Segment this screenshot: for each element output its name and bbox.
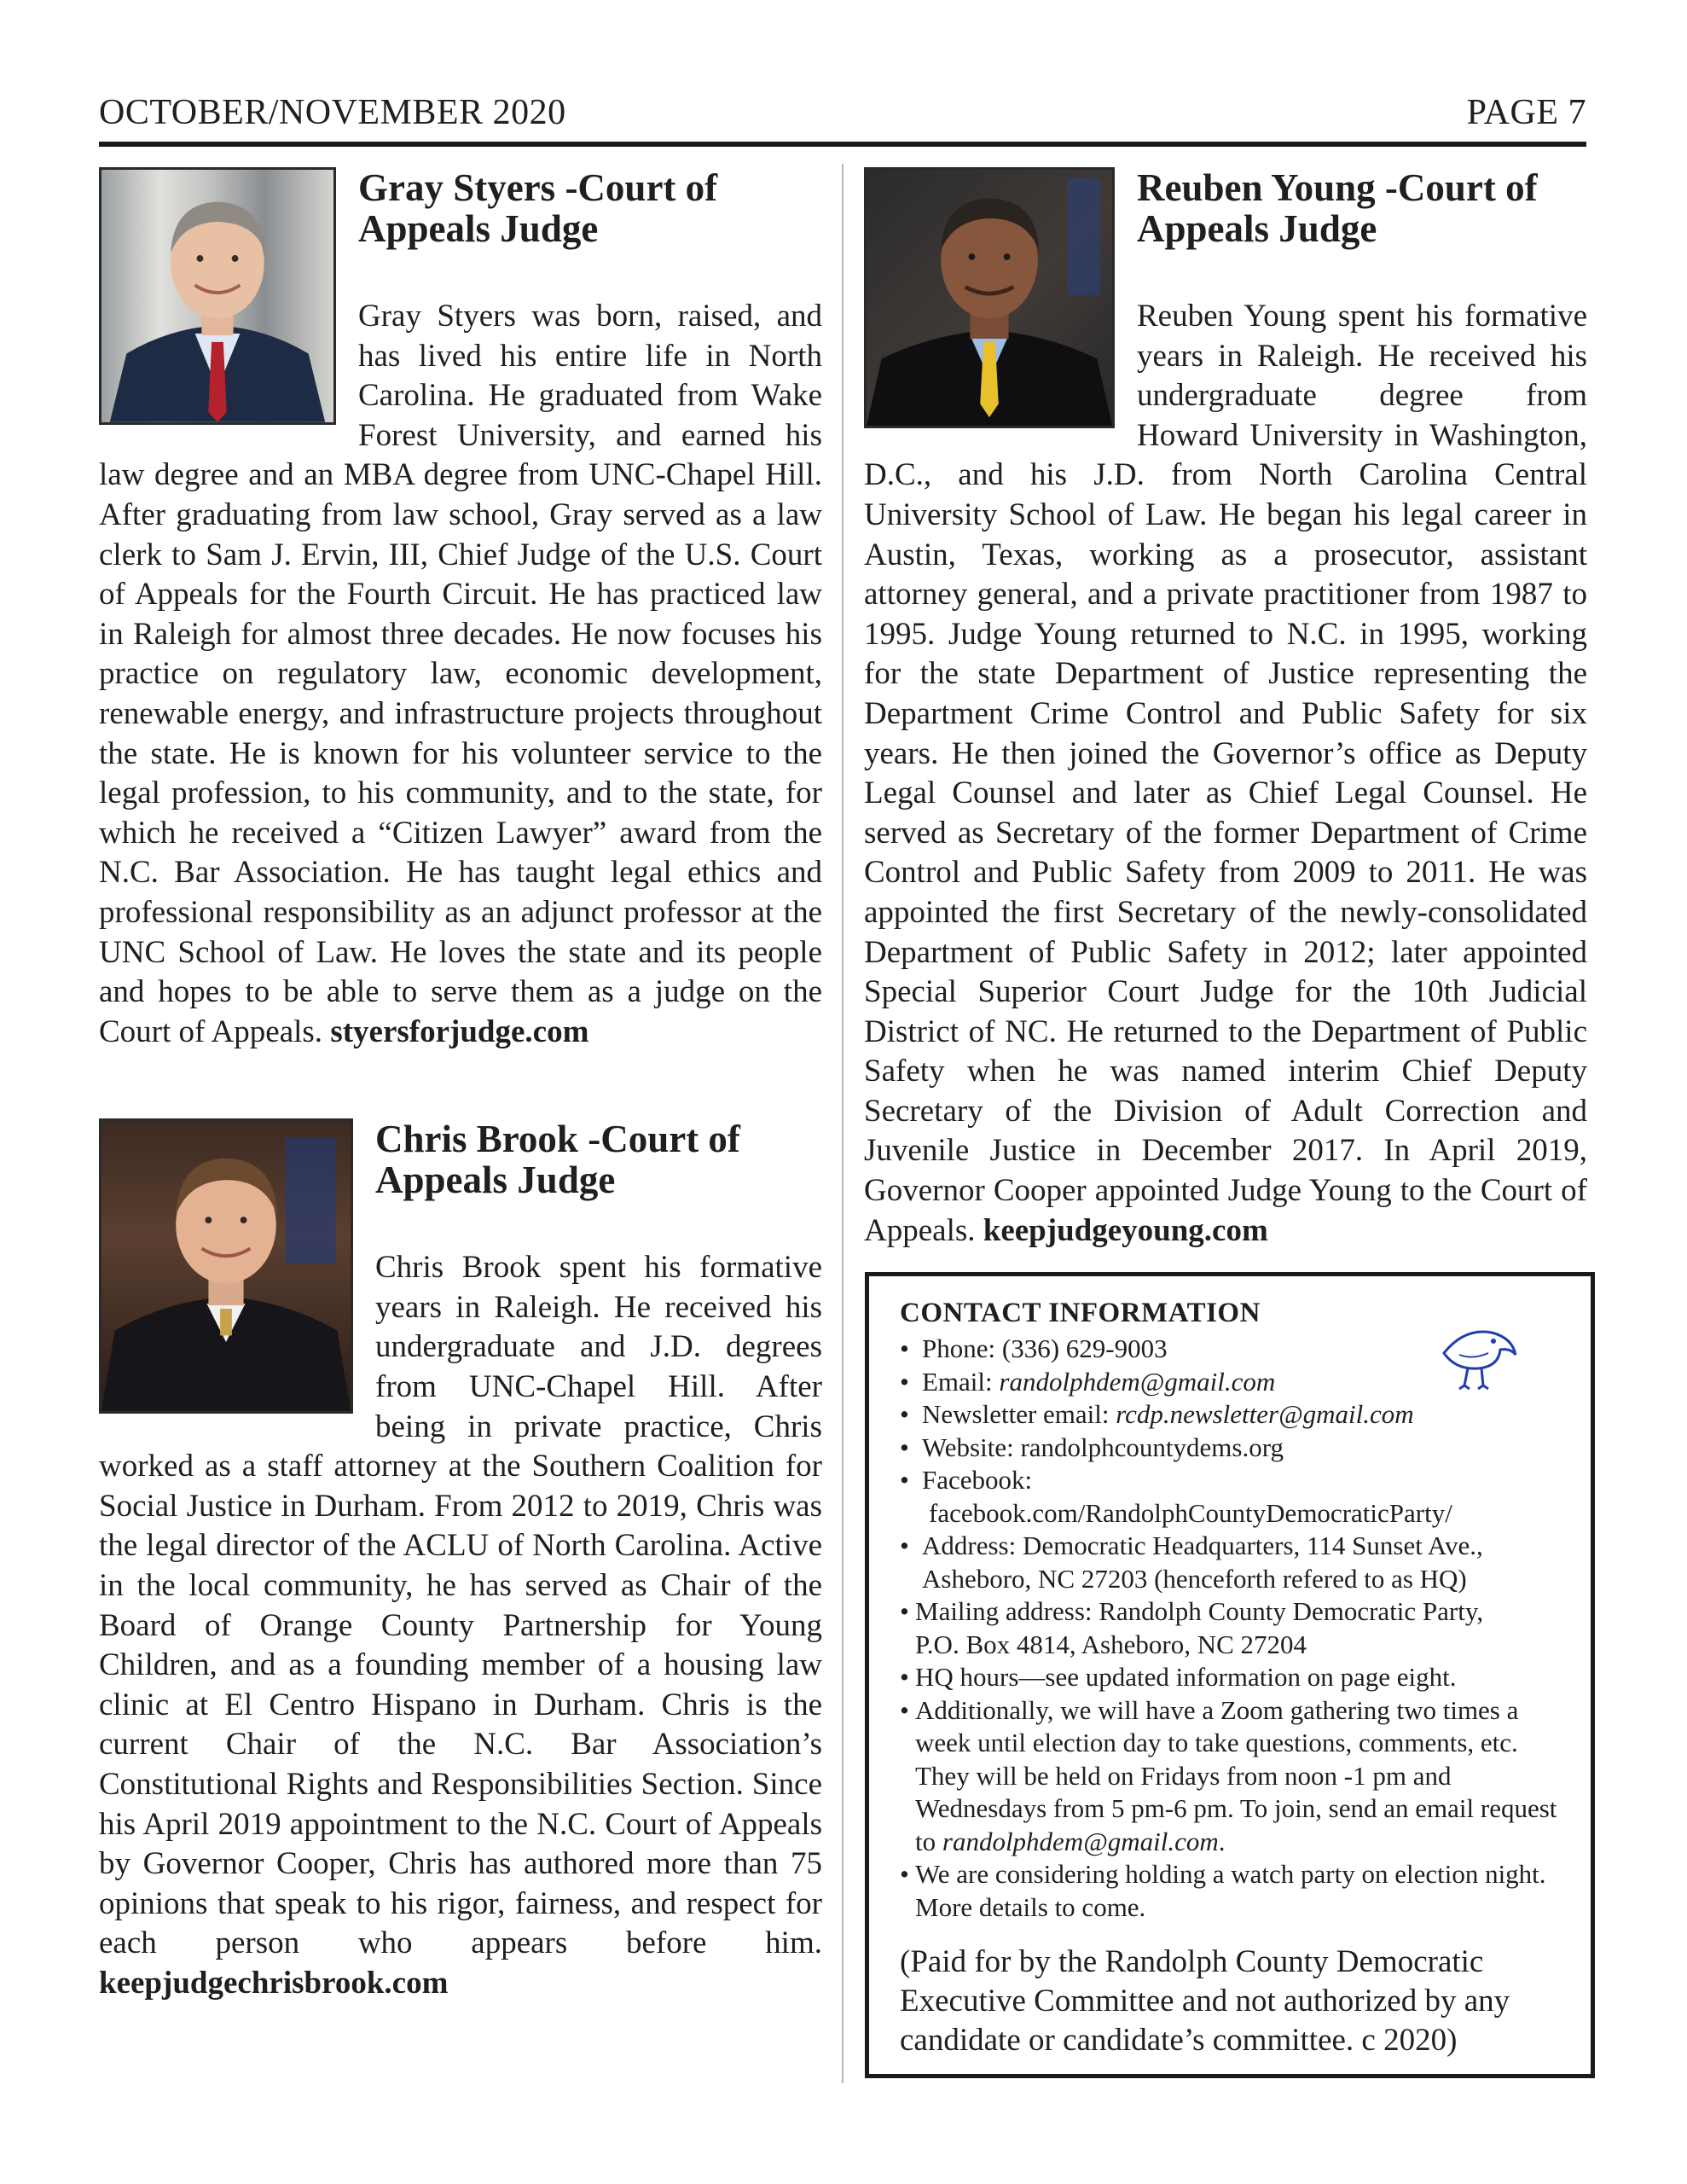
contact-email — [900, 1366, 1562, 1399]
bio-text: Chris Brook spent his formative years in Raleigh. He received his undergraduate and J.D. degrees from UNC-Chapel Hill. After being in private practice, Chris worked as a staff attorney at the Southern Coalition for Social Justice in Durham. From 2012 to 2019, Chris was the legal director of the ACLU of North Carolina. Active in the local community, he has served as Chair of the Board of Orange County Partnership for Young Children, and as a founding member of a housing law clinic at El Centro Hispano in Durham. Chris is the current Chair of the N.C. Bar Association’s Constitutional Rights and Responsibilities Section. Since his April 2019 appointment to the N.C. Court of Appeals by Governor Cooper, Chris has authored more than 75 opinions that speak to his rigor, fairness, and respect for each person who appears before him. — [99, 1250, 822, 1961]
bio-text: Gray Styers was born, raised, and has lived his entire life in North Carolina. He graduated from Wake Forest University, and earned his law degree and an MBA degree from UNC-Chapel Hill. After graduating from law school, Gray served as a law clerk to Sam J. Ervin, III, Chief Judge of the U.S. Court of Appeals for the Fourth Circuit. He has practiced law in Raleigh for almost three decades. He now focuses his practice on regulatory law, economic development, renewable energy, and infrastructure projects throughout the state. He is known for his volunteer service to the legal profession, to his community, and to the state, for which he received a “Citizen Lawyer” award from the N.C. Bar Association. He has taught legal ethics and professional responsibility as an adjunct professor at the UNC School of Law. He loves the state and its people and hopes to be able to serve them as a judge on the Court of Appeals. — [99, 299, 822, 1049]
contact-website — [900, 1432, 1562, 1465]
address-line1: Democratic Headquarters, 114 Sunset Ave., — [1022, 1531, 1483, 1560]
portrait-illustration — [101, 170, 333, 422]
left-column — [99, 167, 822, 2004]
contact-information-box — [865, 1272, 1595, 2078]
contact-heading: CONTACT INFORMATION — [900, 1298, 1261, 1328]
contact-list — [900, 1333, 1562, 1924]
contact-watch-party: • We are considering holding a watch party on election night. More details to come. — [900, 1858, 1562, 1924]
label: Phone: — [922, 1333, 1002, 1363]
campaign-url[interactable]: keepjudgechrisbrook.com — [99, 1965, 449, 2001]
contact-facebook — [900, 1464, 1562, 1530]
label: Website: — [922, 1432, 1021, 1462]
article-title: Chris Brook -Court of Appeals Judge — [375, 1118, 740, 1202]
contact-mailing-address — [900, 1595, 1562, 1661]
label: Newsletter email: — [922, 1399, 1116, 1429]
mailing-line1: Randolph County Democratic Party, — [1099, 1596, 1484, 1626]
paid-for-disclaimer: (Paid for by the Randolph County Democratic Executive Committee and not authorized by any candidate or candidate’s committee. c 2020) — [900, 1944, 1510, 2058]
right-column — [864, 167, 1587, 1251]
website-link[interactable]: randolphcountydems.org — [1020, 1432, 1284, 1462]
contact-address — [900, 1530, 1562, 1595]
contact-phone — [900, 1333, 1562, 1366]
label: Address: — [922, 1531, 1023, 1560]
article-title: Gray Styers -Court of Appeals Judge — [358, 167, 718, 250]
facebook-link[interactable]: facebook.com/RandolphCountyDemocraticParty/ — [929, 1497, 1452, 1528]
photo-chris-brook — [99, 1118, 353, 1414]
article-body — [864, 297, 1587, 1251]
label: Mailing address: — [915, 1596, 1099, 1626]
address-line2: Asheboro, NC 27203 (henceforth refered to as HQ) — [922, 1563, 1467, 1594]
photo-reuben-young — [864, 167, 1115, 428]
photo-gray-styers — [99, 167, 336, 425]
bio-text: Reuben Young spent his formative years in Raleigh. He received his undergraduate degree from Howard University in Washington, D.C., and his J.D. from North Carolina Central University School of Law. He began his legal career in Austin, Texas, working as a prosecutor, assistant attorney general, and a private practitioner from 1987 to 1995. Judge Young returned to N.C. in 1995, working for the state Department of Justice representing the Department Crime Control and Public Safety for six years. He then joined the Governor’s office as Deputy Legal Counsel and later as Chief Legal Counsel. He served as Secretary of the former Department of Crime Control and Public Safety from 2009 to 2011. He was appointed the first Secretary of the newly-consolidated Department of Public Safety in 2012; later appointed Special Superior Court Judge for the 10th Judicial District of NC. He returned to the Department of Public Safety when he was named interim Chief Deputy Secretary of the Division of Adult Correction and Juvenile Justice in December 2017. In April 2019, Governor Cooper appointed Judge Young to the Court of Appeals. — [864, 299, 1587, 1248]
article-title: Reuben Young -Court of Appeals Judge — [1137, 167, 1538, 250]
campaign-url[interactable]: styersforjudge.com — [330, 1014, 589, 1049]
zoom-email-link[interactable]: randolphdem@gmail.com — [942, 1826, 1219, 1856]
zoom-text: Additionally, we will have a Zoom gathering two times a week until election day to take questions, comments, etc. They will be held on Fridays from noon -1 pm and Wednesdays from 5 pm-6 pm. To join, send an email request to — [915, 1694, 1557, 1856]
column-divider — [842, 164, 844, 2083]
zoom-end: . — [1218, 1826, 1226, 1856]
portrait-illustration — [101, 1121, 351, 1411]
contact-zoom — [900, 1694, 1562, 1859]
issue-date: OCTOBER/NOVEMBER 2020 — [99, 93, 566, 132]
mailing-line2: P.O. Box 4814, Asheboro, NC 27204 — [915, 1629, 1307, 1659]
article-reuben-young — [864, 167, 1587, 1251]
article-chris-brook — [99, 1118, 822, 2003]
email-link[interactable]: randolphdem@gmail.com — [999, 1366, 1276, 1397]
article-gray-styers — [99, 167, 822, 1052]
campaign-url[interactable]: keepjudgeyoung.com — [983, 1212, 1268, 1248]
contact-newsletter-email — [900, 1398, 1562, 1432]
label: Facebook: — [922, 1465, 1033, 1495]
page-number: PAGE 7 — [1466, 93, 1586, 132]
contact-hq-hours: • HQ hours—see updated information on page eight. — [900, 1661, 1562, 1694]
label: Email: — [922, 1366, 1000, 1397]
header-rule — [99, 142, 1586, 147]
phone-number: (336) 629-9003 — [1001, 1333, 1168, 1363]
portrait-illustration — [867, 170, 1112, 426]
newsletter-email-link[interactable]: rcdp.newsletter@gmail.com — [1116, 1399, 1414, 1429]
